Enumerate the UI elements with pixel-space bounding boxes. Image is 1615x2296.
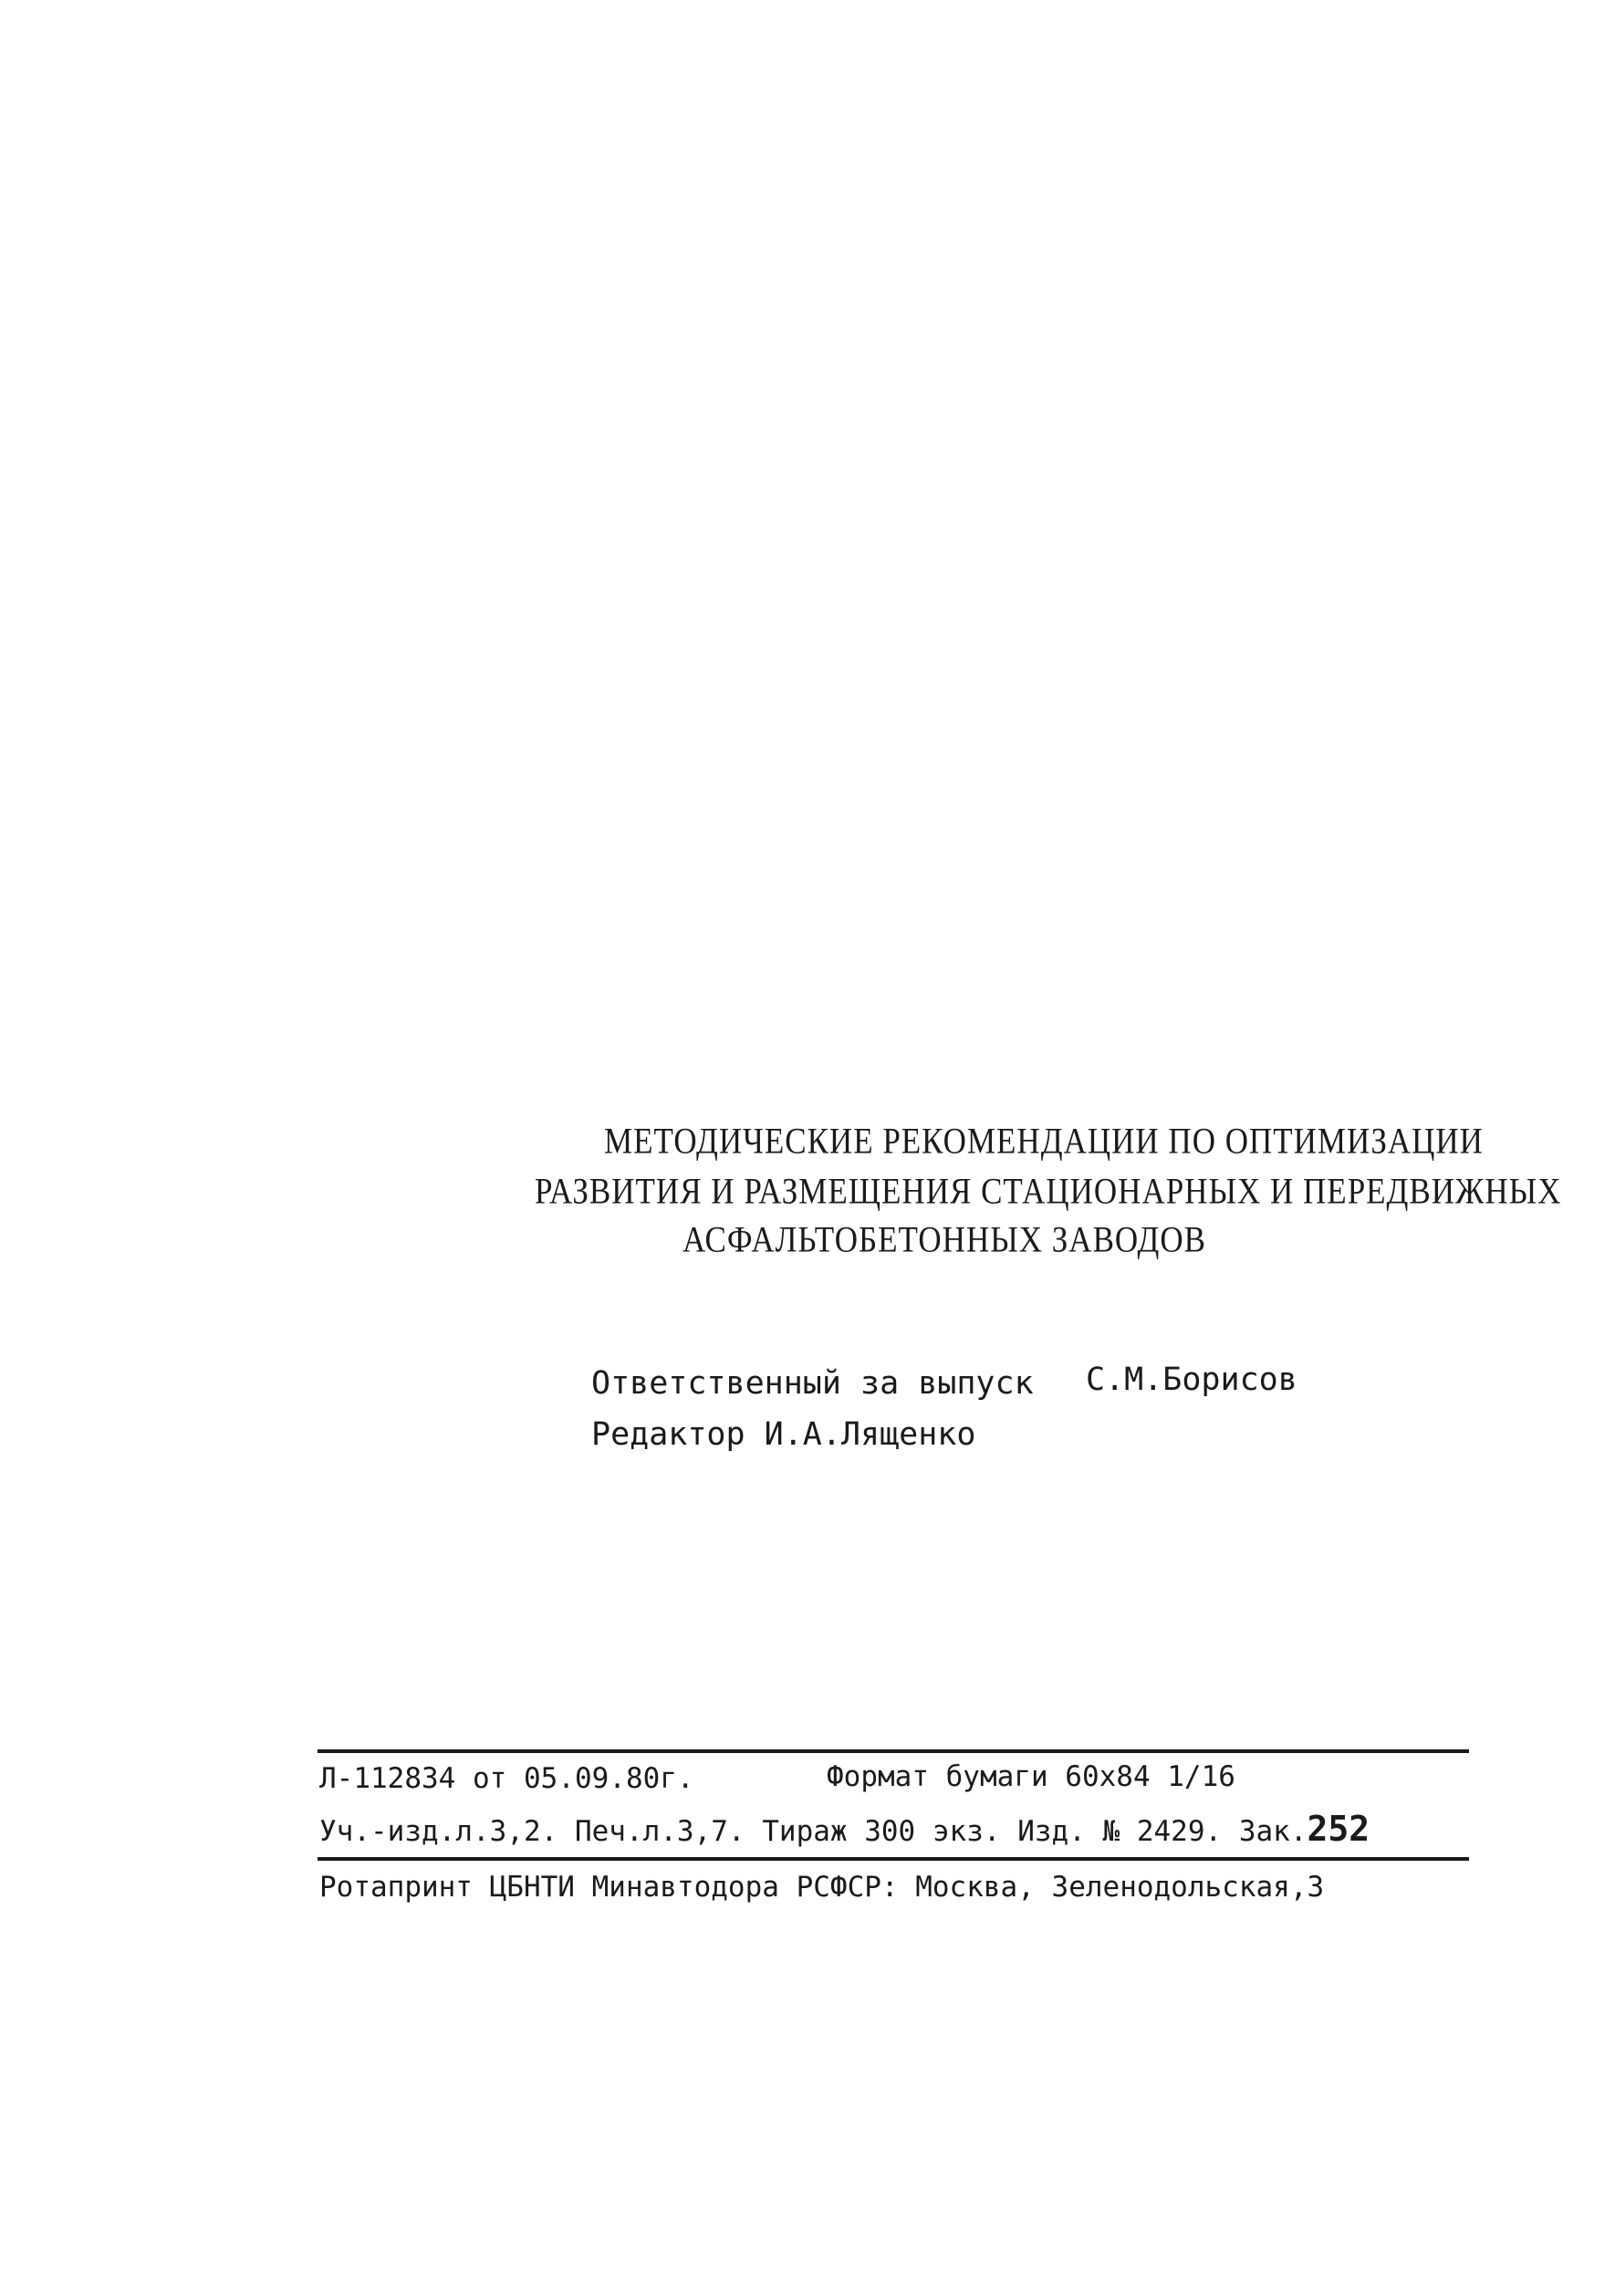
order-number: 252: [1307, 1809, 1370, 1849]
title-line-3: АСФАЛЬТОБЕТОННЫХ ЗАВОДОВ: [682, 1219, 1206, 1260]
responsible-label: Ответственный за выпуск: [591, 1365, 1034, 1402]
publication-details-text: Уч.-изд.л.3,2. Печ.л.3,7. Тираж 300 экз. Изд. № 2429. Зак.: [319, 1815, 1308, 1848]
publication-details: [319, 1809, 1370, 1849]
title-line-2: РАЗВИТИЯ И РАЗМЕЩЕНИЯ СТАЦИОНАРНЫХ И ПЕРЕДВИЖНЫХ: [535, 1171, 1562, 1212]
responsible-name: С.М.Борисов: [1086, 1362, 1297, 1398]
editor-line: Редактор И.А.Лященко: [591, 1416, 976, 1453]
title-line-1: МЕТОДИЧЕСКИЕ РЕКОМЕНДАЦИИ ПО ОПТИМИЗАЦИИ: [604, 1121, 1484, 1162]
paper-format: Формат бумаги 60х84 1/16: [827, 1760, 1235, 1793]
printer-line: Ротапринт ЦБНТИ Минавтодора РСФСР: Москва, Зеленодольская,3: [319, 1871, 1325, 1904]
imprint-bottom-rule: [318, 1857, 1469, 1861]
imprint-top-rule: [318, 1749, 1469, 1753]
license-line: Л-112834 от 05.09.80г.: [319, 1762, 694, 1795]
